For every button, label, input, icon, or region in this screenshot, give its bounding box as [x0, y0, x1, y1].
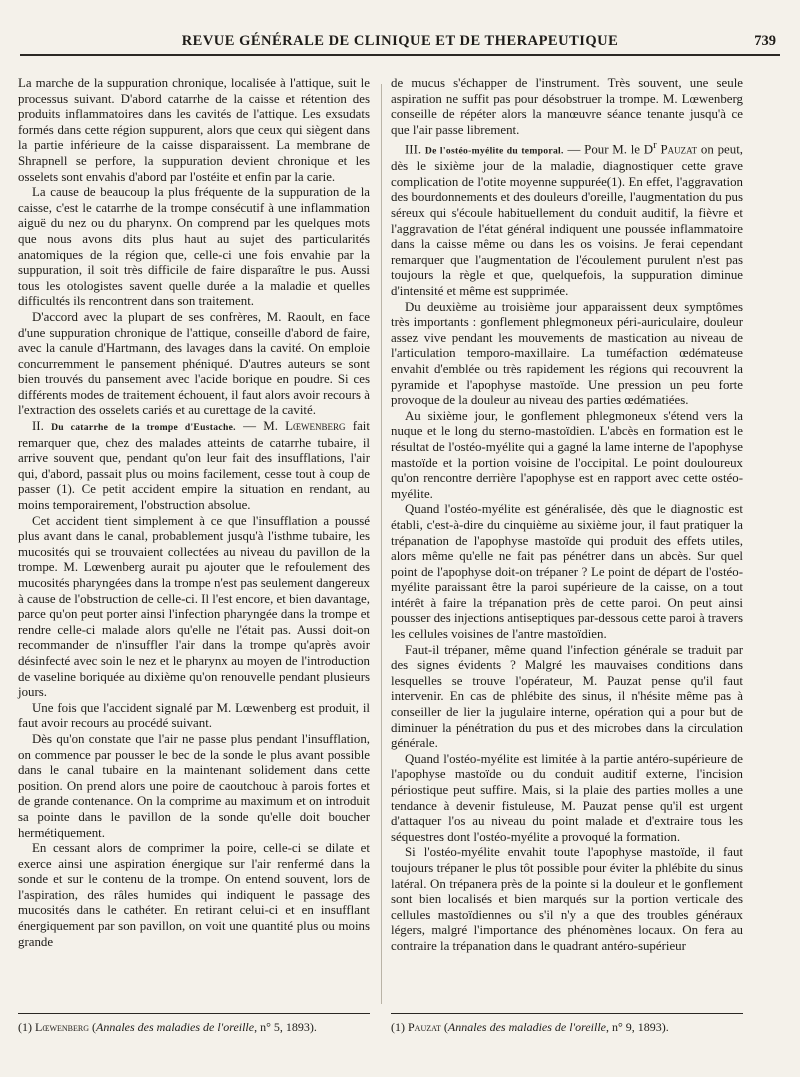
- footnote-number: (1): [18, 1020, 35, 1034]
- heading-dash: — Pour M. le D: [563, 142, 654, 157]
- footnote-rest: , n° 5, 1893).: [254, 1020, 317, 1034]
- journal-title: REVUE GÉNÉRALE DE CLINIQUE ET DE THERAPEUTIQUE: [181, 32, 619, 49]
- section-paragraph-ii: [18, 419, 370, 514]
- paragraph-text: on peut, dès le sixième jour de la maladie, diagnostiquer cette grave complication de l'otite moyenne suppurée(1). En effet, l'aggravation des bourdonnements et des douleurs d'oreille, l'augmentation du pus séreux qui s'écoule habituellement du conduit auditif, la fièvre et l'aggravation de l'état général indiquent une poussée inflammatoire dans la caisse même ou dans les os voisins. Je ferai cependant remarquer que l'augmentation de l'écoulement purulent n'est pas toujours la règle et que, quelquefois, la suppuration diminue d'intensité et même est supprimée.: [391, 142, 743, 299]
- footnote-number: (1): [391, 1020, 408, 1034]
- author-name: Lœwenberg: [285, 419, 346, 434]
- paragraph: Dès qu'on constate que l'air ne passe plus pendant l'insufflation, on commence par pousser le bec de la sonde le plus avant possible dans le canal tubaire en la maintenant solidement dans cette position. On prend alors une poire de caoutchouc à parois fortes et de grande contenance. On la comprime au maximum et on introduit sa pointe dans le pavillon de la sonde qu'elle doit boucher hermétiquement.: [18, 731, 370, 840]
- paragraph: Du deuxième au troisième jour apparaissent deux symptômes très importants : gonflement phlegmoneux péri-auriculaire, douleur assez vive pendant les mouvements de mastication au niveau de l'articulation temporo-maxillaire. La tuméfaction œdémateuse envahit d'emblée ou très rapidement les régions qui recouvrent la pyramide et l'apophyse mastoïde. Une pression un peu forte provoque de la douleur au niveau des parties œdématiées.: [391, 299, 743, 408]
- right-column: [391, 76, 743, 955]
- paragraph: Quand l'ostéo-myélite est généralisée, dès que le diagnostic est établi, c'est-à-dire du cinquième au sixième jour, il faut pratiquer la trépanation de l'apophyse mastoïde qui produit des effets utiles, alors même qu'elle ne fait pas pénétrer dans un abcès. Sur quel point de l'apophyse doit-on trépaner ? Le point de départ de l'ostéo-myélite paraissant être la paroi supérieure de la caisse, on a tout intérêt à faire la trépanation près de cette paroi. On peut ainsi pousser des injections antiseptiques par-dessous cette paroi à travers les cellules voisines de l'antre mastoïdien.: [391, 502, 743, 642]
- column-divider: [381, 84, 382, 1004]
- footnote-rest: , n° 9, 1893).: [606, 1020, 669, 1034]
- paragraph: La cause de beaucoup la plus fréquente de la suppuration de la caisse, c'est le catarrhe de la trompe consécutif à une inflammation aiguë du nez ou du pharynx. On comprend par les quelques mots que nous avons dits plus haut au sujet des particularités anatomiques de la région que, celle-ci une fois envahie par la suppuration, il soit très difficile de faire disparaître le pus. Aussi tous les otologistes savent quelle durée a la maladie et quelles difficultés ils rencontrent dans son traitement.: [18, 185, 370, 309]
- section-number: III.: [405, 142, 422, 157]
- heading-dash: — M.: [235, 419, 286, 434]
- footnote-author: Lœwenberg: [35, 1020, 89, 1034]
- paragraph: Au sixième jour, le gonflement phlegmoneux s'étend vers la nuque et le long du sterno-mastoïdien. L'abcès en formation est le résultat de l'ostéo-myélite qui a gagné la lame interne de l'apophyse mastoïde et la portion voisine de l'occipital. Le point douloureux qu'on rencontre derrière l'apophyse est en rapport avec cette ostéo-myélite.: [391, 408, 743, 501]
- author-name: Pauzat: [660, 142, 698, 157]
- section-number: II.: [32, 419, 44, 434]
- paragraph: Quand l'ostéo-myélite est limitée à la partie antéro-supérieure de l'apophyse mastoïde ou du conduit auditif externe, l'incision périostique peut suffire. Mais, si la plaie des parties molles a une tendance à devenir fistuleuse, M. Pauzat pense qu'il est urgent d'attaquer l'os au niveau du point malade et d'extraire tous les séquestres dont l'ostéo-myélite a provoqué la formation.: [391, 751, 743, 844]
- footnote-citation: Annales des maladies de l'oreille: [447, 1020, 606, 1034]
- running-header: [20, 28, 780, 56]
- footnote-author: Pauzat: [408, 1020, 441, 1034]
- footnote-citation: Annales des maladies de l'oreille: [96, 1020, 255, 1034]
- section-heading: Du catarrhe de la trompe d'Eustache.: [51, 422, 236, 434]
- paragraph: La marche de la suppuration chronique, localisée à l'attique, suit le processus suivant. D'abord catarrhe de la caisse et rétention des produits inflammatoires dans les cavités de l'attique. Les exsudats formés dans cette région suppurent, alors que ceux qui siègent dans la partie inférieure de la caisse disparaissent. La membrane de Shrapnell se perfore, la suppuration devient chronique et les osselets sont envahis d'abord par l'ostéite et enfin par la carie.: [18, 76, 370, 184]
- paragraph: de mucus s'échapper de l'instrument. Très souvent, une seule aspiration ne suffit pas pour désobstruer la trompe. M. Lœwenberg conseille de répéter alors la manœuvre séance tenante jusqu'à ce que l'air passe librement.: [391, 76, 743, 137]
- section-paragraph-iii: [391, 138, 743, 299]
- paragraph: Cet accident tient simplement à ce que l'insufflation a poussé plus avant dans le canal, probablement jusqu'à l'isthme tubaire, les mucosités qui se trouvaient collectées au niveau du pavillon de la trompe. M. Lœwenberg aurait pu ajouter que le refoulement des mucosités pharyngées dans la trompe n'est pas seulement dangereux à cause de l'obstruction de celle-ci. Il l'est encore, et bien davantage, parce qu'on peut porter ainsi l'infection pharyngée dans la trompe et rendre celle-ci malade alors qu'elle ne l'était pas. Aussi doit-on recommander de n'insuffler l'air dans la trompe qu'après avoir désinfecté avec soin le nez et le pharynx au moyen de l'introduction de vaseline boriquée au dixième qu'on renouvelle pendant plusieurs jours.: [18, 513, 370, 700]
- paragraph-text: fait remarquer que, chez des malades atteints de catarrhe tubaire, il arrive souvent que, pendant qu'on leur fait des insufflations, l'air qui, d'abord, passait plus ou moins facilement, cesse tout à coup de passer (1). Ce petit accident empire la situation en rendant, au moins temporairement, l'obstruction absolue.: [18, 419, 370, 513]
- footnote-right: (1) Pauzat (Annales des maladies de l'oreille, n° 9, 1893).: [391, 1013, 743, 1048]
- paragraph: En cessant alors de comprimer la poire, celle-ci se dilate et exerce ainsi une aspiration énergique sur l'air renfermé dans la sonde et sur le contenu de la trompe. On entend souvent, lors de l'aspiration, des râles humides qui indiquent le passage des mucosités dans le cathéter. En retirant celui-ci et en insufflant énergiquement par son pavillon, on voit une quantité plus ou moins grande: [18, 841, 370, 949]
- paragraph: Si l'ostéo-myélite envahit toute l'apophyse mastoïde, il faut toujours trépaner le plus tôt possible pour éviter la phlébite du sinus latéral. On trépanera près de la pointe si la douleur et le gonflement sont bien localisés et bien marqués sur la portion verticale des cellules mastoïdiennes ou s'il n'y a que des troubles généraux légers, malgré l'importance des phénomènes locaux. On fera au contraire la trépanation dans le quadrant antéro-supérieur: [391, 845, 743, 953]
- paragraph: Une fois que l'accident signalé par M. Lœwenberg est produit, il faut avoir recours au procédé suivant.: [18, 700, 370, 731]
- paragraph: D'accord avec la plupart de ses confrères, M. Raoult, en face d'une suppuration chronique de l'attique, conseille d'abord de faire, avec la canule d'Hartmann, des lavages dans la cavité. On emploie concurremment le pansement phéniqué. D'autres auteurs se sont bien trouvés du pansement avec l'acide borique en poudre. Si ces différents modes de traitement échouent, il faut alors avoir recours à l'extraction des osselets cariés et au curettage de la cavité.: [18, 309, 370, 418]
- left-column: [18, 76, 370, 950]
- page-number: 739: [754, 32, 776, 49]
- section-heading: De l'ostéo-myélite du temporal.: [424, 145, 564, 157]
- footnote-left: (1) Lœwenberg (Annales des maladies de l'oreille, n° 5, 1893).: [18, 1013, 370, 1048]
- title-superscript: r: [653, 139, 657, 152]
- paragraph: Faut-il trépaner, même quand l'infection générale se traduit par des signes évidents ? Malgré les mauvaises conditions dans lesquelles se trouve l'opérateur, M. Pauzat pense qu'il faut intervenir. En cas de phlébite des sinus, il n'hésite même pas à conseiller de lier la jugulaire interne, opération qui a pour but de diminuer la pénétration du pus et des microbes dans la circulation générale.: [391, 642, 743, 751]
